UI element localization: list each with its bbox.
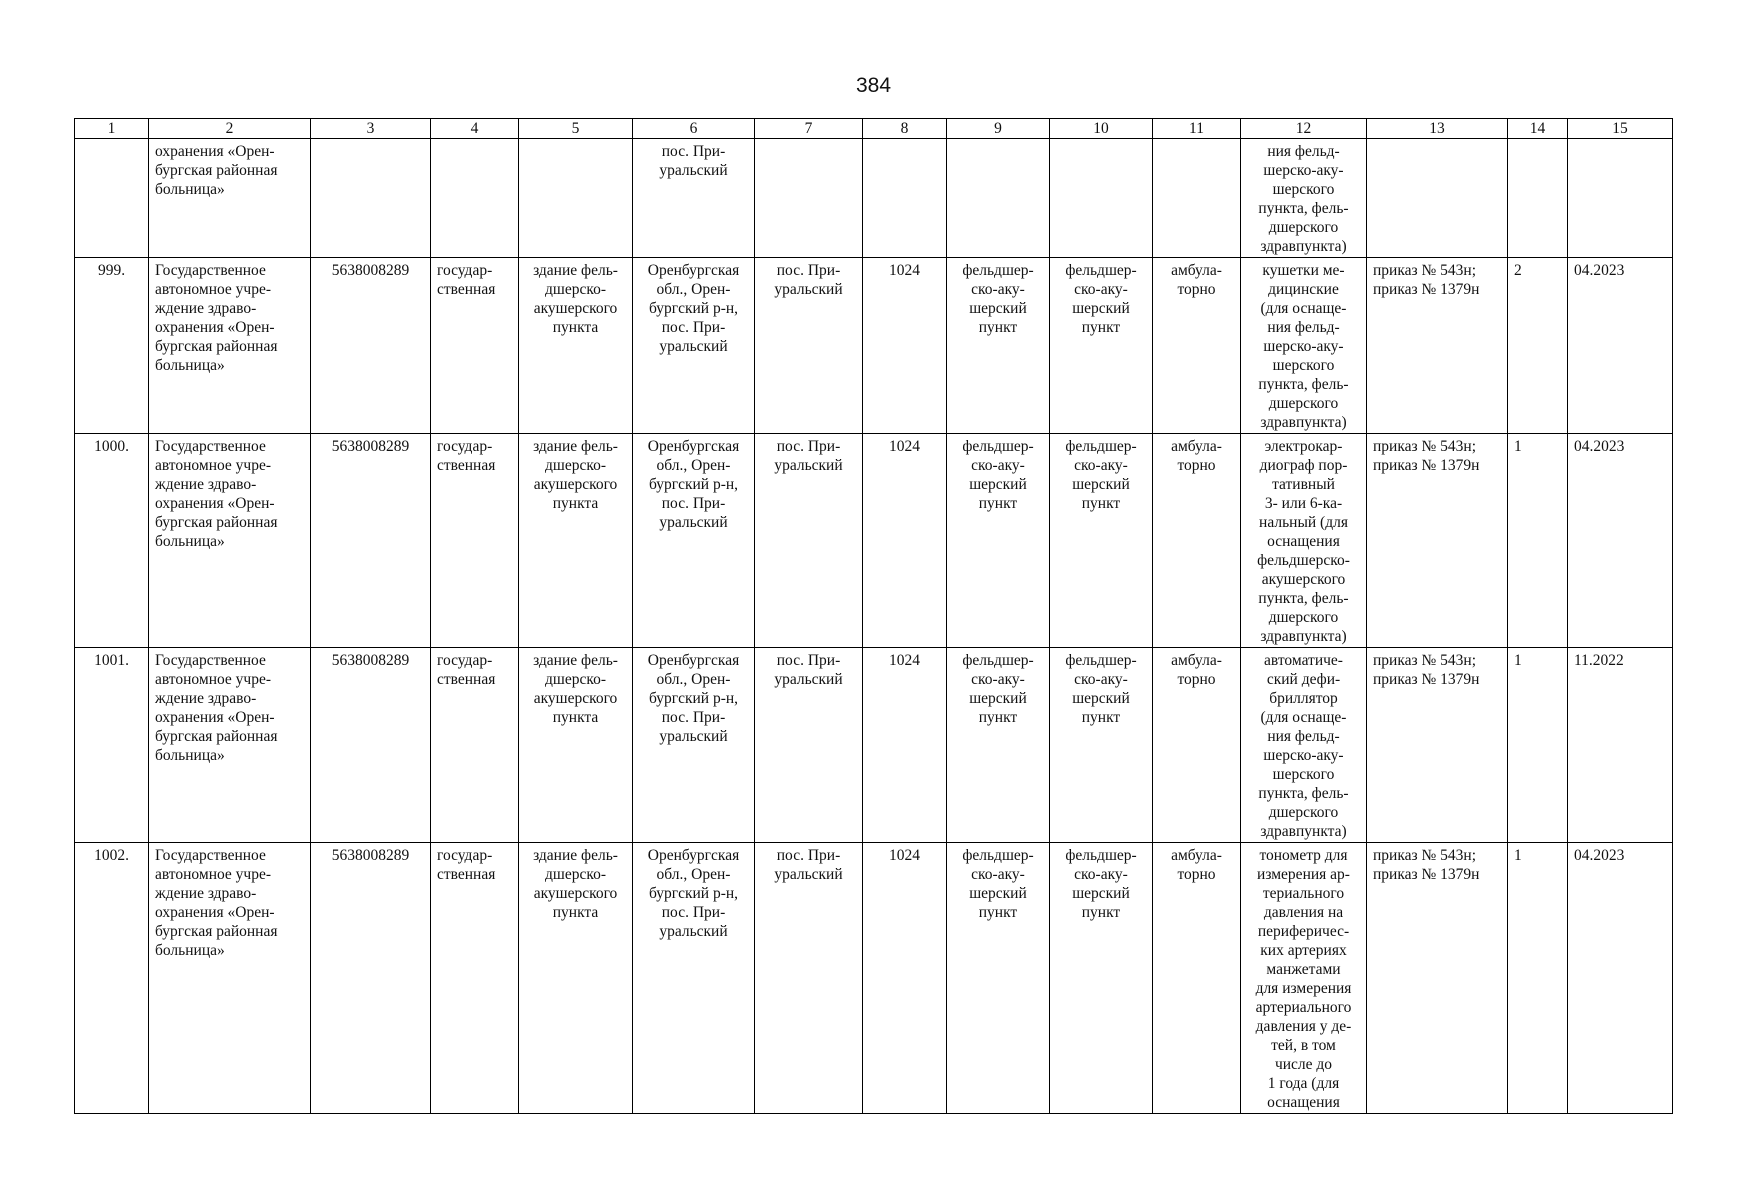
cell-inn: 5638008289 (311, 843, 431, 1114)
cell-care-form: амбула- торно (1153, 434, 1241, 648)
cell-inn: 5638008289 (311, 434, 431, 648)
cell-code: 1024 (863, 434, 947, 648)
cell-facility-type: фельдшер- ско-аку- шерский пункт (947, 434, 1050, 648)
table-row (75, 843, 1673, 1114)
cell-organization: Государственное автономное учре- ждение здраво- охранения «Орен- бургская районная больница» (149, 648, 311, 843)
col-header: 11 (1153, 119, 1241, 139)
col-header: 13 (1367, 119, 1508, 139)
cell-address: Оренбургская обл., Орен- бургский р-н, пос. При- уральский (633, 434, 755, 648)
col-header: 2 (149, 119, 311, 139)
col-header: 9 (947, 119, 1050, 139)
cell-building: здание фель- дшерско- акушерского пункта (519, 258, 633, 434)
cell-num: 1002. (75, 843, 149, 1114)
cell-num: 999. (75, 258, 149, 434)
cell-ownership: государ- ственная (431, 258, 519, 434)
cell-care-form: амбула- торно (1153, 648, 1241, 843)
col-header: 5 (519, 119, 633, 139)
cell-facility-type (947, 139, 1050, 258)
col-header: 15 (1568, 119, 1673, 139)
cell-equipment: автоматиче- ский дефи- бриллятор (для оснаще- ния фельд- шерско-аку- шерского пункта, фель- дшерского здравпункта) (1241, 648, 1367, 843)
cell-num: 1000. (75, 434, 149, 648)
cell-ownership: государ- ственная (431, 843, 519, 1114)
cell-inn (311, 139, 431, 258)
cell-address: Оренбургская обл., Орен- бургский р-н, пос. При- уральский (633, 843, 755, 1114)
cell-date: 04.2023 (1568, 434, 1673, 648)
cell-settlement: пос. При- уральский (755, 648, 863, 843)
cell-organization: охранения «Орен- бургская районная больница» (149, 139, 311, 258)
col-header: 8 (863, 119, 947, 139)
col-header: 14 (1508, 119, 1568, 139)
col-header: 7 (755, 119, 863, 139)
cell-equipment: электрокар- диограф пор- тативный 3- или 6-ка- нальный (для оснащения фельдшерско- акушерского пункта, фель- дшерского здравпункта) (1241, 434, 1367, 648)
col-header: 1 (75, 119, 149, 139)
cell-facility-type: фельдшер- ско-аку- шерский пункт (947, 843, 1050, 1114)
cell-address: Оренбургская обл., Орен- бургский р-н, пос. При- уральский (633, 258, 755, 434)
cell-unit-type (1050, 139, 1153, 258)
cell-building: здание фель- дшерско- акушерского пункта (519, 648, 633, 843)
cell-quantity: 1 (1508, 648, 1568, 843)
col-header: 12 (1241, 119, 1367, 139)
cell-unit-type: фельдшер- ско-аку- шерский пункт (1050, 258, 1153, 434)
table-row (75, 258, 1673, 434)
cell-unit-type: фельдшер- ско-аку- шерский пункт (1050, 843, 1153, 1114)
cell-order: приказ № 543н; приказ № 1379н (1367, 648, 1508, 843)
col-header: 10 (1050, 119, 1153, 139)
cell-unit-type: фельдшер- ско-аку- шерский пункт (1050, 648, 1153, 843)
cell-facility-type: фельдшер- ско-аку- шерский пункт (947, 648, 1050, 843)
cell-organization: Государственное автономное учре- ждение здраво- охранения «Орен- бургская районная больница» (149, 434, 311, 648)
equipment-table (74, 118, 1673, 1114)
cell-order (1367, 139, 1508, 258)
cell-inn: 5638008289 (311, 258, 431, 434)
cell-order: приказ № 543н; приказ № 1379н (1367, 434, 1508, 648)
table-row (75, 434, 1673, 648)
cell-equipment: тонометр для измерения ар- териального давления на периферичес- ких артериях манжетами для измерения артериального давления у де- тей, в том числе до 1 года (для оснащения (1241, 843, 1367, 1114)
cell-settlement: пос. При- уральский (755, 434, 863, 648)
cell-building: здание фель- дшерско- акушерского пункта (519, 434, 633, 648)
column-number-row (75, 119, 1673, 139)
cell-date: 11.2022 (1568, 648, 1673, 843)
cell-quantity: 2 (1508, 258, 1568, 434)
cell-settlement (755, 139, 863, 258)
cell-settlement: пос. При- уральский (755, 258, 863, 434)
col-header: 3 (311, 119, 431, 139)
cell-quantity: 1 (1508, 843, 1568, 1114)
cell-order: приказ № 543н; приказ № 1379н (1367, 843, 1508, 1114)
cell-ownership (431, 139, 519, 258)
cell-care-form (1153, 139, 1241, 258)
page-number: 384 (855, 74, 892, 97)
cell-code: 1024 (863, 258, 947, 434)
cell-code: 1024 (863, 648, 947, 843)
cell-inn: 5638008289 (311, 648, 431, 843)
cell-address: Оренбургская обл., Орен- бургский р-н, пос. При- уральский (633, 648, 755, 843)
cell-code: 1024 (863, 843, 947, 1114)
cell-organization: Государственное автономное учре- ждение здраво- охранения «Орен- бургская районная больница» (149, 258, 311, 434)
cell-building: здание фель- дшерско- акушерского пункта (519, 843, 633, 1114)
cell-settlement: пос. При- уральский (755, 843, 863, 1114)
cell-num: 1001. (75, 648, 149, 843)
cell-quantity: 1 (1508, 434, 1568, 648)
cell-address: пос. При- уральский (633, 139, 755, 258)
cell-date: 04.2023 (1568, 843, 1673, 1114)
cell-equipment: кушетки ме- дицинские (для оснаще- ния фельд- шерско-аку- шерского пункта, фель- дшерского здравпункта) (1241, 258, 1367, 434)
cell-quantity (1508, 139, 1568, 258)
cell-care-form: амбула- торно (1153, 843, 1241, 1114)
cell-ownership: государ- ственная (431, 648, 519, 843)
cell-unit-type: фельдшер- ско-аку- шерский пункт (1050, 434, 1153, 648)
cell-organization: Государственное автономное учре- ждение здраво- охранения «Орен- бургская районная больница» (149, 843, 311, 1114)
cell-order: приказ № 543н; приказ № 1379н (1367, 258, 1508, 434)
cell-care-form: амбула- торно (1153, 258, 1241, 434)
cell-code (863, 139, 947, 258)
cell-facility-type: фельдшер- ско-аку- шерский пункт (947, 258, 1050, 434)
col-header: 4 (431, 119, 519, 139)
table-row (75, 648, 1673, 843)
cell-date: 04.2023 (1568, 258, 1673, 434)
col-header: 6 (633, 119, 755, 139)
cell-date (1568, 139, 1673, 258)
cell-building (519, 139, 633, 258)
cell-equipment: ния фельд- шерско-аку- шерского пункта, фель- дшерского здравпункта) (1241, 139, 1367, 258)
table-row (75, 139, 1673, 258)
cell-num (75, 139, 149, 258)
cell-ownership: государ- ственная (431, 434, 519, 648)
